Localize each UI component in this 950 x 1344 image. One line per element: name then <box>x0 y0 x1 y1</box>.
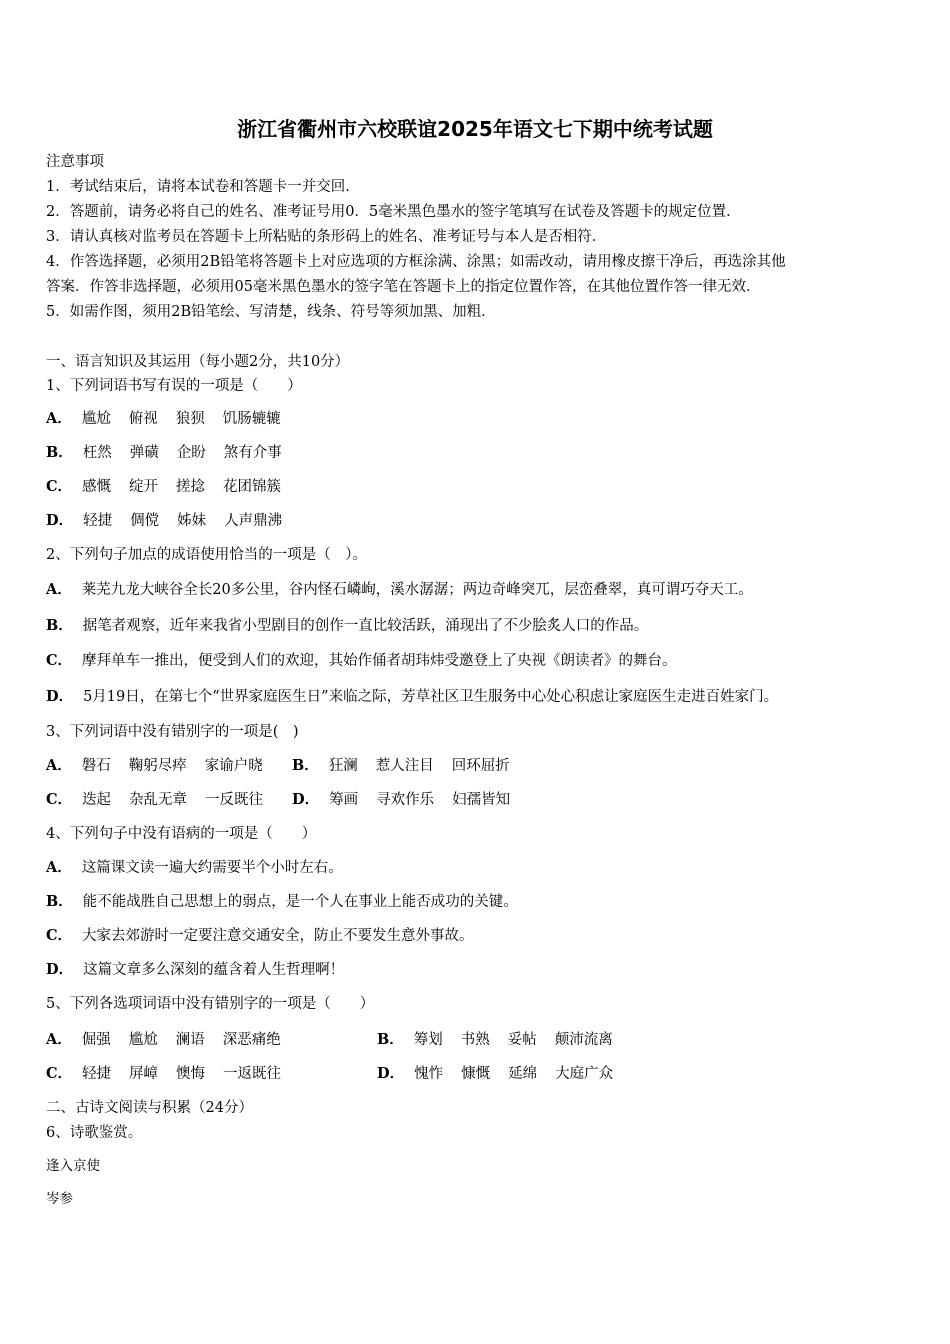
q4-option-a <box>46 858 343 878</box>
poem-title: 逢入京使 <box>46 1158 100 1174</box>
q4-option-b <box>46 892 518 912</box>
option-word: 深恶痛绝 <box>222 1032 281 1048</box>
option-word: 颠沛流离 <box>554 1032 613 1048</box>
option-word: 企盼 <box>176 445 206 461</box>
notice-heading: 注意事项 <box>46 154 104 170</box>
q5-option-b <box>377 1030 631 1050</box>
option-label: D． <box>46 961 74 978</box>
q5-option-c <box>46 1064 299 1084</box>
q3-option-d <box>292 790 528 810</box>
q2-option-d <box>46 687 778 707</box>
option-word: 屏嶂 <box>129 1066 159 1082</box>
q2-option-b <box>46 616 648 636</box>
option-label: C． <box>46 927 73 944</box>
q5-option-d <box>377 1064 631 1084</box>
option-text: 莱芜九龙大峡谷全长20多公里，谷内怪石嶙峋，溪水潺潺；两边奇峰突兀，层峦叠翠，真可谓巧夺天工。 <box>81 582 753 598</box>
option-text: 这篇课文读一遍大约需要半个小时左右。 <box>81 860 343 876</box>
option-label: C． <box>46 1065 73 1082</box>
option-word: 一反既往 <box>205 792 264 808</box>
option-word: 懊悔 <box>176 1066 206 1082</box>
notice-item: 4．作答选择题，必须用2B铅笔将答题卡上对应选项的方框涂满、涂黑；如需改动，请用橡皮擦干净后，再选涂其他 <box>46 254 786 270</box>
section-heading: 一、语言知识及其运用（每小题2分，共10分） <box>46 354 350 370</box>
option-label: C． <box>46 478 73 495</box>
option-word: 一返既往 <box>223 1066 282 1082</box>
option-word: 磐石 <box>81 758 111 774</box>
option-label: C． <box>46 791 73 808</box>
q3-option-c <box>46 790 281 810</box>
option-label: B． <box>46 617 73 634</box>
option-text: 5月19日，在第七个“世界家庭医生日”来临之际，芳草社区卫生服务中心处心积虑让家庭医生走进百姓家门。 <box>83 689 779 705</box>
option-word: 轻捷 <box>82 1066 112 1082</box>
question-stem: 2、下列句子加点的成语使用恰当的一项是（ ）。 <box>46 547 367 563</box>
q3-option-b <box>292 756 528 776</box>
option-label: D． <box>292 791 320 808</box>
option-label: D． <box>46 512 74 529</box>
q1-option-b <box>46 443 300 463</box>
option-word: 狼狈 <box>175 411 205 427</box>
option-label: A． <box>46 859 72 876</box>
poem-author: 岑参 <box>46 1191 73 1207</box>
notice-item: 2．答题前，请务必将自己的姓名、准考证号用0．5毫米黑色墨水的签字笔填写在试卷及答题卡的规定位置． <box>46 204 741 220</box>
option-text: 这篇文章多么深刻的蕴含着人生哲理啊！ <box>83 962 345 978</box>
option-word: 杂乱无章 <box>129 792 188 808</box>
q2-option-c <box>46 651 677 671</box>
option-label: B． <box>292 757 319 774</box>
option-label: C． <box>46 652 73 669</box>
option-word: 鞠躬尽瘁 <box>128 758 187 774</box>
q5-option-a <box>46 1030 299 1050</box>
option-word: 迭起 <box>82 792 112 808</box>
page-title: 浙江省衢州市六校联谊2025年语文七下期中统考试题 <box>237 117 713 141</box>
q1-option-a <box>46 409 299 429</box>
option-word: 回环屈折 <box>451 758 510 774</box>
option-word: 花团锦簇 <box>223 479 282 495</box>
option-word: 延绵 <box>508 1066 538 1082</box>
option-text: 大家去郊游时一定要注意交通安全，防止不要发生意外事故。 <box>82 928 474 944</box>
option-word: 尴尬 <box>128 1032 158 1048</box>
option-label: B． <box>46 444 73 461</box>
option-word: 枉然 <box>82 445 112 461</box>
option-label: D． <box>377 1065 405 1082</box>
option-word: 煞有介事 <box>223 445 282 461</box>
option-word: 筹画 <box>329 792 359 808</box>
option-word: 妥帖 <box>507 1032 537 1048</box>
option-word: 俯视 <box>128 411 158 427</box>
option-word: 澜语 <box>175 1032 205 1048</box>
question-stem: 1、下列词语书写有误的一项是（ ） <box>46 378 302 394</box>
option-word: 慷慨 <box>461 1066 491 1082</box>
q4-option-d <box>46 960 344 980</box>
question-stem: 6、诗歌鉴赏。 <box>46 1125 143 1141</box>
section-heading: 二、古诗文阅读与积累（24分） <box>46 1100 253 1116</box>
q1-option-d <box>46 511 300 531</box>
q4-option-c <box>46 926 474 946</box>
notice-item: 3．请认真核对监考员在答题卡上所粘贴的条形码上的姓名、准考证号与本人是否相符． <box>46 229 607 245</box>
option-word: 大庭广众 <box>555 1066 614 1082</box>
option-text: 能不能战胜自己思想上的弱点，是一个人在事业上能否成功的关键。 <box>82 894 518 910</box>
question-stem: 4、下列句子中没有语病的一项是（ ） <box>46 826 317 842</box>
notice-item: 1．考试结束后，请将本试卷和答题卡一并交回． <box>46 179 360 195</box>
option-label: A． <box>46 757 72 774</box>
option-word: 愧怍 <box>414 1066 444 1082</box>
option-word: 倜傥 <box>130 513 160 529</box>
option-word: 书熟 <box>460 1032 490 1048</box>
q2-option-a <box>46 580 753 600</box>
option-word: 倔强 <box>81 1032 111 1048</box>
option-word: 狂澜 <box>328 758 358 774</box>
option-word: 感慨 <box>82 479 112 495</box>
option-word: 妇孺皆知 <box>452 792 511 808</box>
option-word: 搓捻 <box>176 479 206 495</box>
option-word: 轻捷 <box>83 513 113 529</box>
option-word: 筹划 <box>413 1032 443 1048</box>
option-text: 摩拜单车一推出，便受到人们的欢迎，其始作俑者胡玮炜受邀登上了央视《朗读者》的舞台。 <box>82 653 677 669</box>
option-label: A． <box>46 581 72 598</box>
option-label: A． <box>46 1031 72 1048</box>
q1-option-c <box>46 477 299 497</box>
question-stem: 3、下列词语中没有错别字的一项是( ) <box>46 724 299 740</box>
question-stem: 5、下列各选项词语中没有错别字的一项是（ ） <box>46 996 375 1012</box>
option-word: 家谕户晓 <box>204 758 263 774</box>
option-label: B． <box>377 1031 404 1048</box>
option-word: 饥肠辘辘 <box>222 411 281 427</box>
option-word: 人声鼎沸 <box>224 513 283 529</box>
option-word: 姊妹 <box>177 513 207 529</box>
option-text: 据笔者观察，近年来我省小型剧目的创作一直比较活跃，涌现出了不少脍炙人口的作品。 <box>82 618 649 634</box>
option-word: 尴尬 <box>81 411 111 427</box>
option-word: 弹磺 <box>129 445 159 461</box>
option-label: A． <box>46 410 72 427</box>
option-word: 惹人注目 <box>375 758 434 774</box>
notice-item: 答案．作答非选择题，必须用05毫米黑色墨水的签字笔在答题卡上的指定位置作答，在其他位置作答一律无效． <box>46 279 761 295</box>
option-label: D． <box>46 688 74 705</box>
q3-option-a <box>46 756 281 776</box>
option-word: 绽开 <box>129 479 159 495</box>
option-label: B． <box>46 893 73 910</box>
option-word: 寻欢作乐 <box>376 792 435 808</box>
notice-item: 5．如需作图，须用2B铅笔绘、写清楚，线条、符号等须加黑、加粗． <box>46 304 496 320</box>
